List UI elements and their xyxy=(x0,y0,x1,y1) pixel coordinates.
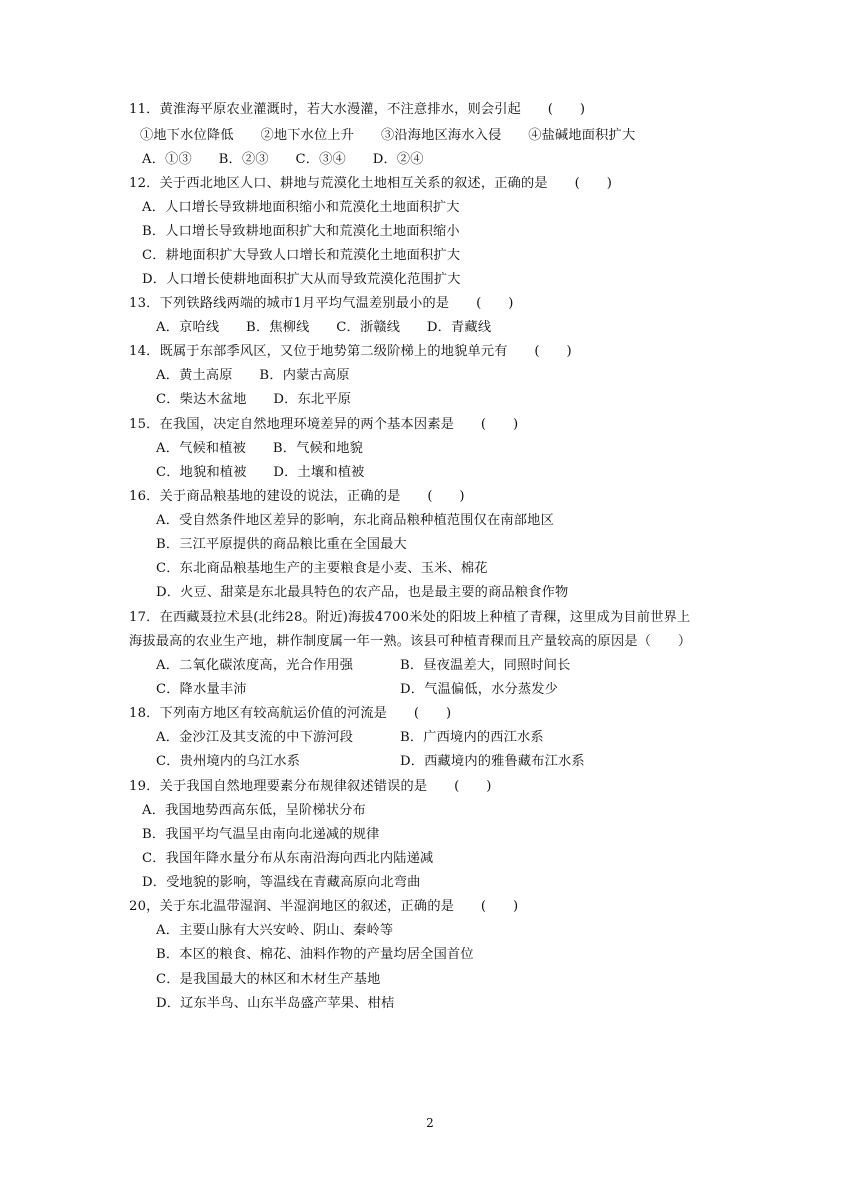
q19-option-c: C．我国年降水量分布从东南沿海向西北内陆递减 xyxy=(142,851,434,866)
q16-option-c: C．东北商品粮基地生产的主要粮食是小麦、玉米、棉花 xyxy=(156,561,488,576)
q18-stem: 18．下列南方地区有较高航运价值的河流是 ( ) xyxy=(129,706,452,721)
q13-options: A．京哈线 B．焦柳线 C．浙赣线 D．青藏线 xyxy=(156,320,492,335)
q19-option-a: A．我国地势西高东低，呈阶梯状分布 xyxy=(142,803,366,818)
q12-option-d: D．人口增长使耕地面积扩大从而导致荒漠化范围扩大 xyxy=(142,272,461,287)
q15-stem: 15．在我国，决定自然地理环境差异的两个基本因素是 ( ) xyxy=(129,417,519,432)
q16-stem: 16．关于商品粮基地的建设的说法，正确的是 ( ) xyxy=(129,489,465,504)
q17-option-c: C．降水量丰沛 xyxy=(156,682,247,697)
q20-option-b: B．本区的粮食、棉花、油料作物的产量均居全国首位 xyxy=(156,947,474,962)
q12-stem: 12．关于西北地区人口、耕地与荒漠化土地相互关系的叙述，正确的是 ( ) xyxy=(129,176,613,191)
q17-option-a: A．二氧化碳浓度高，光合作用强 xyxy=(156,658,354,673)
q12-option-b: B．人口增长导致耕地面积扩大和荒漠化土地面积缩小 xyxy=(142,224,460,239)
q12-option-c: C．耕地面积扩大导致人口增长和荒漠化土地面积扩大 xyxy=(142,248,461,263)
q19-stem: 19．关于我国自然地理要素分布规律叙述错误的是 ( ) xyxy=(129,779,492,794)
q17-option-d: D．气温偏低，水分蒸发少 xyxy=(400,682,559,697)
q14-stem: 14．既属于东部季风区，又位于地势第二级阶梯上的地貌单元有 ( ) xyxy=(129,344,572,359)
q20-option-d: D．辽东半鸟、山东半岛盛产苹果、柑桔 xyxy=(156,996,395,1011)
q16-option-d: D．火豆、甜菜是东北最具特色的农产品，也是最主要的商品粮食作物 xyxy=(156,585,569,600)
q18-option-a: A．金沙江及其支流的中下游河段 xyxy=(156,730,354,745)
q17-stem-line1: 17．在西藏聂拉术县(北纬28。附近)海拔4700米处的阳坡上种植了青稞，这里成为目前世界上 xyxy=(129,610,691,625)
q18-option-c: C．贵州境内的乌江水系 xyxy=(156,754,301,769)
q13-stem: 13．下列铁路线两端的城市1月平均气温差别最小的是 ( ) xyxy=(129,296,514,311)
q16-option-a: A．受自然条件地区差异的影响，东北商品粮种植范围仅在南部地区 xyxy=(156,513,554,528)
q14-options-cd: C．柴达木盆地 D．东北平原 xyxy=(156,392,352,407)
q18-option-b: B．广西境内的西江水系 xyxy=(400,730,544,745)
q14-options-ab: A．黄土高原 B．内蒙古高原 xyxy=(156,368,350,383)
q19-option-d: D．受地貌的影响，等温线在青藏高原向北弯曲 xyxy=(142,875,421,890)
q20-option-c: C．是我国最大的林区和木材生产基地 xyxy=(156,972,381,987)
q15-options-ab: A．气候和植被 B．气候和地貌 xyxy=(156,441,364,456)
q17-option-b: B．昼夜温差大，同照时间长 xyxy=(400,658,571,673)
page-number: 2 xyxy=(426,1116,434,1130)
q17-stem-line2: 海拔最高的农业生产地，耕作制度属一年一熟。该县可种植青稞而且产量较高的原因是（ ） xyxy=(129,634,692,649)
q11-stem: 11．黄淮海平原农业灌溉时，若大水漫灌，不注意排水，则会引起 ( ) xyxy=(129,102,586,117)
q15-options-cd: C．地貌和植被 D．土壤和植被 xyxy=(156,465,365,480)
q11-options: A．①③ B．②③ C．③④ D．②④ xyxy=(142,152,424,167)
q19-option-b: B．我国平均气温呈由南向北递减的规律 xyxy=(142,827,380,842)
q11-statements: ①地下水位降低 ②地下水位上升 ③沿海地区海水入侵 ④盐碱地面积扩大 xyxy=(140,128,636,143)
q20-stem: 20，关于东北温带湿润、半湿润地区的叙述，正确的是 ( ) xyxy=(129,899,519,914)
q18-option-d: D．西藏境内的雅鲁藏布江水系 xyxy=(400,754,585,769)
q20-option-a: A．主要山脉有大兴安岭、阴山、秦岭等 xyxy=(156,923,394,938)
q12-option-a: A．人口增长导致耕地面积缩小和荒漠化土地面积扩大 xyxy=(142,200,460,215)
q16-option-b: B．三江平原提供的商品粮比重在全国最大 xyxy=(156,537,407,552)
